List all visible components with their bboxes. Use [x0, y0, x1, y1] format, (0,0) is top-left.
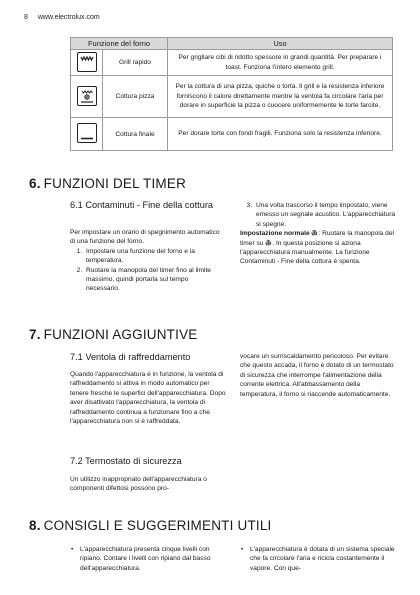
section-number: 6. [29, 176, 41, 191]
note-bold: Impostazione normale [240, 230, 310, 238]
cooling-fan-text: Quando l'apparecchiatura è in funzione, la ventola di raffreddamento si attiva in modo automatico per tenere fresche le superfici dell'apparecchiatura. Dopo aver disattivato l'apparecchiatura, la ventola di raffreddamento continua a funzionare fino a che l'apparecchiatura non si è raffreddata. [70, 371, 226, 426]
function-name: Cottura finale [103, 118, 168, 151]
page-number: 8 [24, 14, 28, 21]
section-heading: CONSIGLI E SUGGERIMENTI UTILI [43, 518, 272, 533]
intro-text: Per impostare un orario di spegnimento automatico di una funzione del forno. [70, 229, 220, 246]
list-item: 1. Impostare una funzione del forno e la temperatura. [84, 247, 220, 266]
table-row [71, 50, 393, 76]
timer-instructions-continued [240, 201, 396, 267]
function-name: Cottura pizza [103, 76, 168, 118]
list-item: 2. Ruotare la manopola del timer fino al limite massimo, quindi portarla sul tempo necessario. [84, 266, 220, 294]
bottom-heat-icon [77, 123, 97, 143]
subsection-title: 7.1 Ventola di raffreddamento [70, 352, 191, 362]
function-use: Per dorare torte con fondi fragili. Funziona solo la resistenza inferiore. [168, 118, 393, 151]
note-text: : Ruotare la manopola del timer su [240, 230, 394, 247]
table-row [71, 118, 393, 151]
thermostat-text: Un utilizzo inappropriato dell'apparecchiatura o componenti difettosi possono pro- [70, 476, 207, 493]
function-use: Per la cottura di una pizza, quiche o torta. Il grill e la resistenza inferiore forniscono il calore direttamente mentre la ventola fa circolare l'aria per dorare in superficie la pizza o cuocere uniformemente le torte farcite. [168, 76, 393, 118]
section-heading: FUNZIONI AGGIUNTIVE [43, 327, 198, 342]
note-text: . In questa posizione si aziona l'apparecchiatura manualmente. La funzione Contaminuti - Fine della cottura è spenta. [240, 239, 370, 266]
list-item: • L'apparecchiatura è dotata di un sistema speciale che fa circolare l'aria e ricicla costantemente il vapore. Con que- [240, 545, 396, 573]
timer-instructions [70, 228, 220, 294]
table-row [71, 76, 393, 118]
column-header-use: Uso [168, 38, 393, 50]
section-heading: FUNZIONI DEL TIMER [43, 176, 187, 191]
subsection-title: 6.1 Contaminuti - Fine della cottura [70, 200, 213, 210]
pizza-fan-icon [77, 86, 97, 106]
section-number: 7. [29, 327, 41, 342]
column-header-function: Funzione del forno [71, 38, 168, 50]
subsection-title: 7.2 Termostato di sicurezza [70, 456, 182, 466]
oven-functions-table [70, 37, 393, 151]
page-header [24, 14, 108, 21]
tips-right-column [240, 545, 396, 573]
table-header-row [71, 38, 393, 50]
function-name: Grill rapido [103, 50, 168, 76]
tips-left-column [70, 545, 226, 573]
section-number: 8. [29, 518, 41, 533]
thermostat-text-continued: vocare un surriscaldamento pericoloso. Per evitare che questo accada, il forno è dotato di un termostato di sicurezza che interrompe l'alimentazione della corrente elettrica. All'abbassamento della temperatura, il forno si riaccende automaticamente. [240, 353, 394, 398]
note-paragraph [240, 229, 396, 267]
function-use: Per grigliare cibi di ridotto spessore in grandi quantità. Per preparare i toast. Funziona l'intero elemento grill. [168, 50, 393, 76]
list-item: • L'apparecchiatura presenta cinque livelli con ripiano. Contare i livelli con ripiano dal basso dell'apparecchiatura. [70, 545, 226, 573]
list-item: 3. Una volta trascorso il tempo impostato, viene emesso un segnale acustico. L'apparecchiatura si spegne. [254, 201, 396, 229]
section-title [29, 518, 272, 533]
website-url: www.electrolux.com [37, 14, 100, 21]
section-title [29, 327, 197, 342]
section-title [29, 176, 186, 191]
grill-icon [77, 52, 97, 72]
